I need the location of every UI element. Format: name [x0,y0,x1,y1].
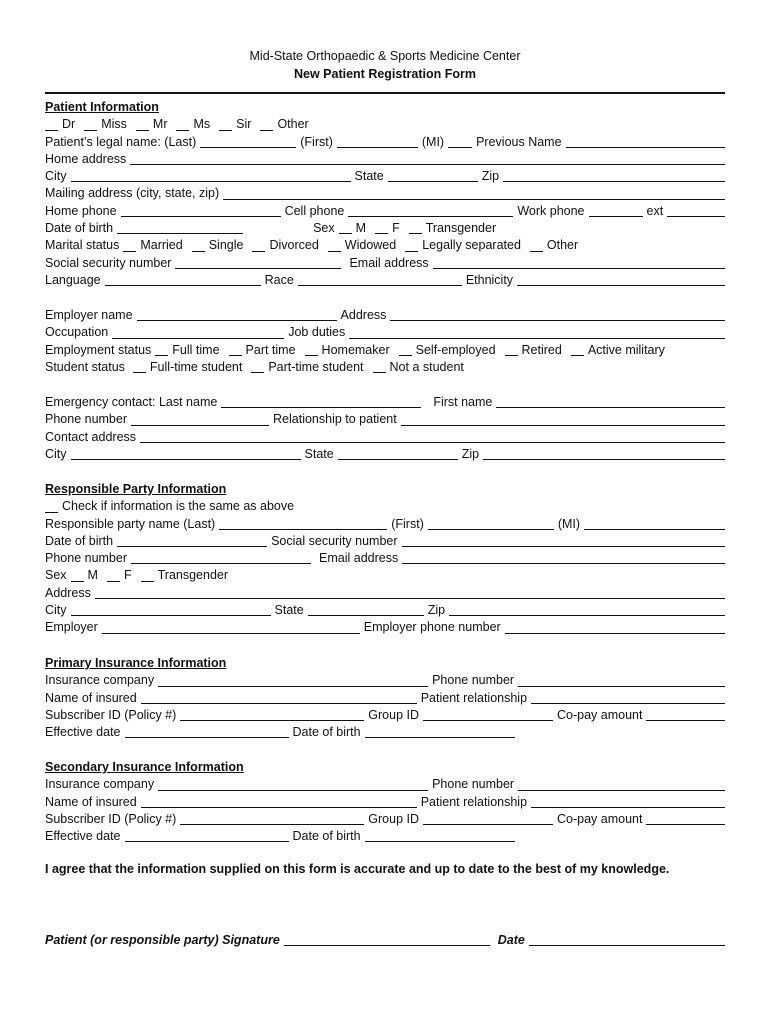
responsible-sex-f[interactable]: F [107,567,132,584]
previous-name-label: Previous Name [476,134,562,149]
checkbox-line [375,222,388,234]
mi-field[interactable] [448,136,472,148]
secondary-copay-label: Co-pay amount [557,811,643,826]
emergency-city-row [45,446,725,463]
responsible-employer-row [45,619,725,636]
responsible-city-label: City [45,603,67,618]
secondary-dob-label: Date of birth [292,829,361,844]
dob-field[interactable] [117,222,243,234]
ethnicity-label: Ethnicity [465,272,514,287]
checkbox-line [405,240,418,252]
emergency-city-field[interactable] [71,448,301,460]
secondary-dob-field[interactable] [365,830,515,842]
employer-name-label: Employer name [45,308,133,322]
occupation-label: Occupation [45,325,109,340]
header-rule [45,92,725,94]
responsible-sex-row [45,567,725,584]
marital-single[interactable]: Single [192,237,244,254]
job-duties-field[interactable] [349,327,725,339]
zip-label: Zip [481,169,500,184]
secondary-group-label: Group ID [368,811,420,826]
checkbox-line [219,119,232,131]
student-full-time[interactable]: Full-time student [133,359,242,376]
primary-copay-field[interactable] [646,709,725,721]
employment-status-label: Employment status [45,342,152,357]
employment-status-row [45,342,725,359]
secondary-subscriber-field[interactable] [180,813,364,825]
employer-row [45,307,725,324]
responsible-dob-row [45,533,725,550]
dob-label: Date of birth [45,221,114,236]
responsible-last-field[interactable] [219,518,387,530]
emergency-zip-field[interactable] [483,448,725,460]
primary-effective-field[interactable] [125,726,289,738]
emergency-phone-field[interactable] [131,414,269,426]
signature-date-label: Date [497,933,525,947]
secondary-insurance-section [45,759,725,845]
title-mr[interactable]: Mr [136,116,168,133]
checkbox-line [571,344,584,356]
employer-phone-label: Employer phone number [363,620,501,635]
primary-phone-label: Phone number [432,673,515,688]
status-part-time[interactable]: Part time [229,342,296,359]
responsible-first-field[interactable] [428,518,554,530]
secondary-effective-field[interactable] [125,830,289,842]
responsible-employer-field[interactable] [102,622,360,634]
language-row [45,272,725,289]
mailing-field[interactable] [223,188,725,200]
responsible-address-label: Address [45,585,91,600]
sex-transgender[interactable]: Transgender [409,220,496,237]
signature-label: Patient (or responsible party) Signature [45,933,280,947]
city-field[interactable] [71,170,351,182]
ext-label: ext [646,203,664,218]
mailing-row [45,185,725,202]
primary-subscriber-field[interactable] [180,709,364,721]
legal-name-row [45,134,725,151]
secondary-phone-label: Phone number [432,777,515,792]
responsible-sex-label: Sex [45,568,67,583]
emergency-first-label: First name [433,395,493,409]
secondary-company-label: Insurance company [45,777,155,792]
responsible-city-field[interactable] [71,604,271,616]
primary-group-label: Group ID [368,707,420,722]
signature-field[interactable] [284,934,490,946]
occupation-field[interactable] [112,327,284,339]
checkbox-line [192,240,205,252]
sex-f[interactable]: F [375,220,400,237]
primary-insured-row [45,690,725,707]
responsible-name-label: Responsible party name (Last) [45,516,216,531]
cell-phone-label: Cell phone [284,203,345,218]
employer-address-label: Address [340,308,387,322]
checkbox-line [107,570,120,582]
marital-row [45,237,725,254]
state-field[interactable] [388,170,478,182]
primary-heading: Primary Insurance Information [45,656,227,670]
primary-insured-label: Name of insured [45,690,137,705]
checkbox-line [176,119,189,131]
secondary-copay-field[interactable] [646,813,725,825]
secondary-effective-label: Effective date [45,829,121,844]
work-phone-field[interactable] [589,205,643,217]
responsible-phone-label: Phone number [45,551,128,566]
employer-address-field[interactable] [390,309,725,321]
secondary-heading: Secondary Insurance Information [45,760,244,774]
primary-copay-label: Co-pay amount [557,707,643,722]
home-address-field[interactable] [130,153,725,165]
checkbox-line [84,119,97,131]
emergency-phone-row [45,411,725,428]
primary-subscriber-row [45,707,725,724]
responsible-address-row [45,585,725,602]
occupation-row [45,324,725,341]
responsible-email-label: Email address [319,551,399,566]
primary-dob-field[interactable] [365,726,515,738]
marital-divorced[interactable]: Divorced [252,237,318,254]
race-field[interactable] [298,274,462,286]
checkbox-line [505,344,518,356]
city-label: City [45,169,67,184]
signature-date-field[interactable] [529,934,725,946]
checkbox-line [399,344,412,356]
checkbox-line [409,222,422,234]
agreement-statement: I agree that the information supplied on this form is accurate and up to date to the best of my knowledge. [45,862,670,876]
emergency-first-field[interactable] [496,396,725,408]
secondary-insured-label: Name of insured [45,794,137,809]
employment-section [45,307,725,376]
secondary-group-field[interactable] [423,813,553,825]
responsible-section [45,481,725,637]
ext-field[interactable] [667,205,725,217]
patient-section [45,99,725,289]
secondary-insured-field[interactable] [141,796,417,808]
responsible-dob-label: Date of birth [45,533,114,548]
student-status-row [45,359,725,376]
secondary-effective-row [45,828,725,845]
status-self-employed[interactable]: Self-employed [399,342,496,359]
checkbox-line [71,570,84,582]
responsible-heading: Responsible Party Information [45,482,227,496]
secondary-phone-field[interactable] [518,779,725,791]
responsible-sex-m[interactable]: M [71,567,98,584]
responsible-ssn-field[interactable] [402,535,725,547]
secondary-company-field[interactable] [158,779,428,791]
primary-relationship-field[interactable] [531,692,725,704]
checkbox-line [339,222,352,234]
responsible-state-label: State [274,603,304,618]
title-sir[interactable]: Sir [219,116,251,133]
employer-name-field[interactable] [137,309,337,321]
primary-group-field[interactable] [423,709,553,721]
status-homemaker[interactable]: Homemaker [305,342,390,359]
marital-widowed[interactable]: Widowed [328,237,396,254]
status-full-time[interactable]: Full time [155,342,219,359]
cell-phone-field[interactable] [348,205,513,217]
first-name-label: (First) [300,134,333,149]
primary-insured-field[interactable] [141,692,417,704]
secondary-subscriber-label: Subscriber ID (Policy #) [45,811,177,826]
marital-married[interactable]: Married [123,237,182,254]
emergency-state-field[interactable] [338,448,458,460]
title-options [45,116,725,133]
emergency-section [45,394,725,463]
emergency-zip-label: Zip [461,446,480,461]
primary-company-row [45,672,725,689]
primary-phone-field[interactable] [518,675,725,687]
responsible-sex-transgender[interactable]: Transgender [141,567,228,584]
responsible-employer-label: Employer [45,620,98,635]
home-address-label: Home address [45,151,127,166]
responsible-address-field[interactable] [95,587,725,599]
checkbox-line [155,344,168,356]
contact-address-row [45,429,725,446]
primary-company-label: Insurance company [45,673,155,688]
emergency-state-label: State [304,446,334,461]
dob-sex-row [45,220,725,237]
checkbox-line [260,119,273,131]
home-phone-label: Home phone [45,203,117,218]
email-label: Email address [349,255,429,270]
checkbox-line [229,344,242,356]
responsible-zip-label: Zip [427,603,446,618]
last-name-field[interactable] [200,136,296,148]
responsible-ssn-label: Social security number [271,533,398,548]
patient-heading: Patient Information [45,100,159,114]
responsible-first-label: (First) [391,516,424,531]
checkbox-line [123,240,136,252]
same-as-above-checkbox[interactable]: Check if information is the same as above [45,498,294,515]
responsible-email-field[interactable] [402,552,725,564]
student-status-label: Student status [45,359,125,374]
title-other[interactable]: Other [260,116,308,133]
ssn-email-row [45,255,725,272]
signature-row [45,932,725,949]
responsible-city-row [45,602,725,619]
title-ms[interactable]: Ms [176,116,210,133]
responsible-mi-field[interactable] [584,518,725,530]
org-name: Mid-State Orthopaedic & Sports Medicine Center [249,49,521,63]
emergency-city-label: City [45,446,67,461]
same-as-above-row [45,498,725,515]
primary-subscriber-label: Subscriber ID (Policy #) [45,707,177,722]
race-label: Race [264,272,294,287]
secondary-subscriber-row [45,811,725,828]
title-dr[interactable]: Dr [45,116,75,133]
emergency-last-label: Emergency contact: Last name [45,395,218,409]
checkbox-line [45,501,58,513]
secondary-relationship-label: Patient relationship [420,794,528,809]
responsible-phone-field[interactable] [131,552,311,564]
marital-separated[interactable]: Legally separated [405,237,521,254]
responsible-phone-row [45,550,725,567]
relationship-label: Relationship to patient [273,412,397,427]
title-miss[interactable]: Miss [84,116,127,133]
status-retired[interactable]: Retired [505,342,562,359]
ethnicity-field[interactable] [517,274,725,286]
checkbox-line [530,240,543,252]
marital-other[interactable]: Other [530,237,578,254]
primary-company-field[interactable] [158,675,428,687]
sex-m[interactable]: M [339,220,366,237]
emergency-phone-label: Phone number [45,412,128,427]
sex-label: Sex [313,221,335,236]
mi-label: (MI) [421,134,445,149]
checkbox-line [328,240,341,252]
primary-dob-label: Date of birth [292,725,361,740]
contact-address-field[interactable] [140,431,725,443]
ssn-field[interactable] [175,257,341,269]
state-label: State [354,169,384,184]
primary-relationship-label: Patient relationship [420,690,528,705]
emergency-name-row [45,394,725,411]
zip-field[interactable] [503,170,725,182]
work-phone-label: Work phone [517,203,585,218]
secondary-relationship-field[interactable] [531,796,725,808]
phones-row [45,203,725,220]
contact-address-label: Contact address [45,429,137,444]
previous-name-field[interactable] [566,136,725,148]
mailing-label: Mailing address (city, state, zip) [45,186,220,201]
primary-effective-label: Effective date [45,725,121,740]
job-duties-label: Job duties [288,325,346,340]
language-field[interactable] [105,274,261,286]
primary-insurance-section [45,655,725,741]
checkbox-line [251,361,264,373]
checkbox-line [133,361,146,373]
ssn-label: Social security number [45,255,172,270]
secondary-insured-row [45,794,725,811]
checkbox-line [45,119,58,131]
home-address-row [45,151,725,168]
employer-phone-field[interactable] [505,622,725,634]
student-not-student[interactable]: Not a student [373,359,464,376]
marital-label: Marital status [45,238,120,253]
first-name-field[interactable] [337,136,418,148]
language-label: Language [45,272,101,287]
checkbox-line [141,570,154,582]
checkbox-line [305,344,318,356]
home-phone-field[interactable] [121,205,281,217]
form-title: New Patient Registration Form [294,67,476,81]
emergency-last-field[interactable] [221,396,421,408]
responsible-mi-label: (MI) [557,516,581,531]
responsible-name-row [45,516,725,533]
checkbox-line [252,240,265,252]
status-active-military[interactable]: Active military [571,342,665,359]
relationship-field[interactable] [401,414,725,426]
email-field[interactable] [433,257,725,269]
legal-name-label: Patient’s legal name: (Last) [45,134,197,149]
city-state-zip-row [45,168,725,185]
primary-effective-row [45,724,725,741]
checkbox-line [373,361,386,373]
responsible-dob-field[interactable] [117,535,267,547]
responsible-state-field[interactable] [308,604,424,616]
responsible-zip-field[interactable] [449,604,725,616]
checkbox-line [136,119,149,131]
student-part-time[interactable]: Part-time student [251,359,363,376]
secondary-company-row [45,776,725,793]
